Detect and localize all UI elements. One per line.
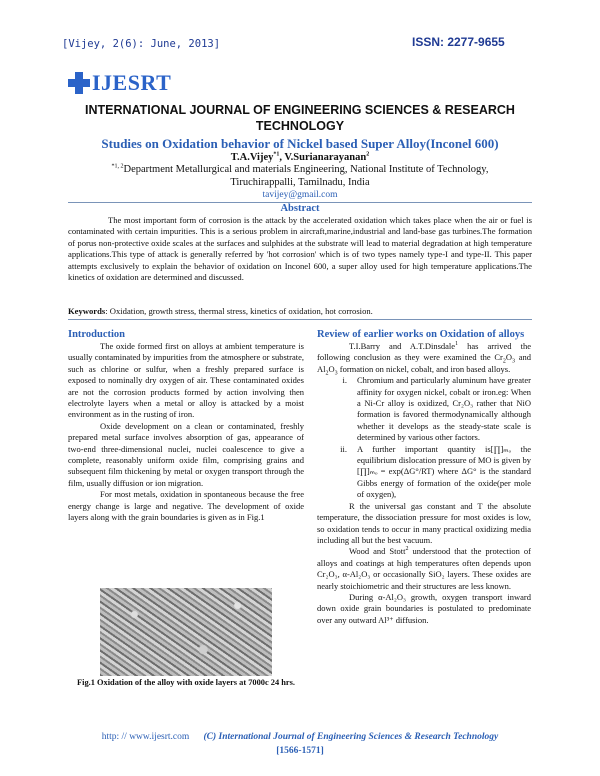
keywords — [68, 306, 532, 316]
affil-line2: Tiruchirappalli, Tamilnadu, India — [230, 176, 370, 188]
review-paragraph-1: T.I.Barry and A.T.Dinsdale$^1$ has arrived the following conclusion as they were examined the $Cr_2O_3$ and $Al_2O_3$ formation on nickel, cobalt, and iron based alloys. — [317, 341, 531, 377]
paper-title: Studies on Oxidation behavior of Nickel based Super Alloy(Inconel 600) — [101, 136, 499, 151]
journal-name — [60, 102, 540, 134]
intro-heading: Introduction — [68, 329, 125, 340]
author-1-sup: *1 — [273, 151, 280, 158]
issn-header: ISSN: 2277-9655 — [412, 35, 505, 49]
author-email[interactable]: tavijey@gmail.com — [262, 190, 338, 200]
author-line: T.A.Vijey$^{*1}$, V.Surianarayanan$^2$ — [230, 151, 370, 163]
list-body-2: A further important quantity is[∏]ₘₒ the equilibrium dislocation pressure of MO is given by [∏]ₘₒ = exp(ΔG°/RT) where ΔG° is the standard Gibbs energy of formation of the oxide(per mole of oxygen), — [357, 443, 531, 500]
journal-name-line2: TECHNOLOGY — [255, 119, 345, 133]
logo-text: IJESRT — [92, 70, 172, 95]
plus-cross-icon — [68, 72, 90, 94]
footer-copyright: (C) International Journal of Engineering Sciences & Research Technology — [203, 732, 499, 742]
review-list-item-1 — [317, 375, 531, 443]
list-number-2: ii. — [340, 443, 347, 454]
journal-name-line1: INTERNATIONAL JOURNAL OF ENGINEERING SCIENCES & RESEARCH — [85, 103, 515, 117]
author-2: V.Surianarayanan — [284, 152, 367, 163]
list-body-1: Chromium and particularly aluminum have greater affinity for oxygen nickel, cobalt or iron.eg: When a Ni-Cr alloy is oxidized, Cr₂O₃ rather that NiO formation is favored thermodynamically although whether it develops as the steady-state scale is determined by various other factors. — [357, 375, 531, 443]
author-1: T.A.Vijey — [230, 152, 274, 163]
oxidation-micrograph-image — [100, 588, 272, 676]
abstract-text: The most important form of corrosion is the attack by the accelerated oxidation which takes place when the air or fuel is contaminated with certain impurities. This is a serious problem in aircraft,marine,industrial and land-base gas turbines.The formation of porus non-protective oxide scales at the surfaces and sulphides at the substrate will lead to material degradation at high temperature applications.This type of attack is generally referred by 'hot corrosion' which is of two types namely type-I and type-II. This paper attempts exclusively to explain the behavior of oxidation on Inconel 600, a super alloy used for high temperature applications.The kinetics of oxidation are determined and discussed. — [68, 215, 532, 283]
keywords-label: Keywords — [68, 306, 106, 316]
intro-paragraph-2: Oxide development on a clean or contaminated, freshly prepared metal surface involves absorption of gas, appearance of two-end three-dimensional nuclei, nuclei coalescence to give a complete, reasonably uniform oxide film, comprising grains and subsequent film thickening by metal or oxygen transport through the film, usually diffusion or ion migration. — [68, 420, 304, 488]
footer-url[interactable]: http: // www.ijesrt.com — [101, 732, 190, 742]
review-paragraph-3: Wood and Stott$^2$ understood that the protection of alloys and coatings at high temperatures often depends upon Cr₂O₃, α-Al₂O₃ or occasionally SiO₂ layers. These oxides are nearly stoichiometric and their structures are less known. — [317, 546, 531, 591]
citation-header: [Vijey, 2(6): June, 2013] — [62, 38, 221, 50]
intro-paragraph-3: For most metals, oxidation in spontaneous because the free energy change is large and negative. The development of oxide layers along with the grain boundaries is given as in Fig.1 — [68, 489, 304, 523]
figure-caption: Fig.1 Oxidation of the alloy with oxide layers at 7000c 24 hrs. — [77, 678, 295, 687]
keywords-text: : Oxidation, growth stress, thermal stress, kinetics of oxidation, hot corrosion. — [105, 306, 373, 316]
intro-paragraph-1: The oxide formed first on alloys at ambient temperature is usually contaminated by impurities from the atmosphere or substrate, such as chlorine or sulfur, when a freshly prepared surface is exposed to nominally dry oxygen of air. These contaminated oxides are not the corrosion products formed by action involving then electrolyte layers when a metal or alloy is attacked by a moist environment as in the rusting of iron. — [68, 341, 304, 420]
review-heading: Review of earlier works on Oxidation of alloys — [317, 329, 525, 340]
left-column — [68, 328, 304, 524]
review-paragraph-4: During α-Al₂O₃ growth, oxygen transport inward down oxide grain boundaries is postulated to predominate over any outward Al³⁺ diffusion. — [317, 591, 531, 625]
affil-sup: *1, 2 — [111, 163, 124, 170]
footer-line — [40, 732, 560, 742]
affiliation — [60, 164, 540, 189]
review-paragraph-2: R the universal gas constant and T the absolute temperature, the dissociation pressure for most oxides is low, so oxidation tends to occur in many practical oxidizing media including all but the best vacuum. — [317, 500, 531, 545]
review-list-item-2 — [317, 444, 531, 501]
footer-pages: [1566-1571] — [276, 746, 324, 756]
list-number-1: i. — [342, 375, 347, 386]
right-column — [317, 328, 531, 626]
abstract-heading: Abstract — [280, 203, 320, 214]
divider-bottom — [68, 319, 532, 320]
journal-logo — [68, 70, 171, 96]
author-2-sup: 2 — [366, 151, 370, 158]
affil-line1: Department Metallurgical and materials Engineering, National Institute of Technology, — [123, 164, 489, 175]
